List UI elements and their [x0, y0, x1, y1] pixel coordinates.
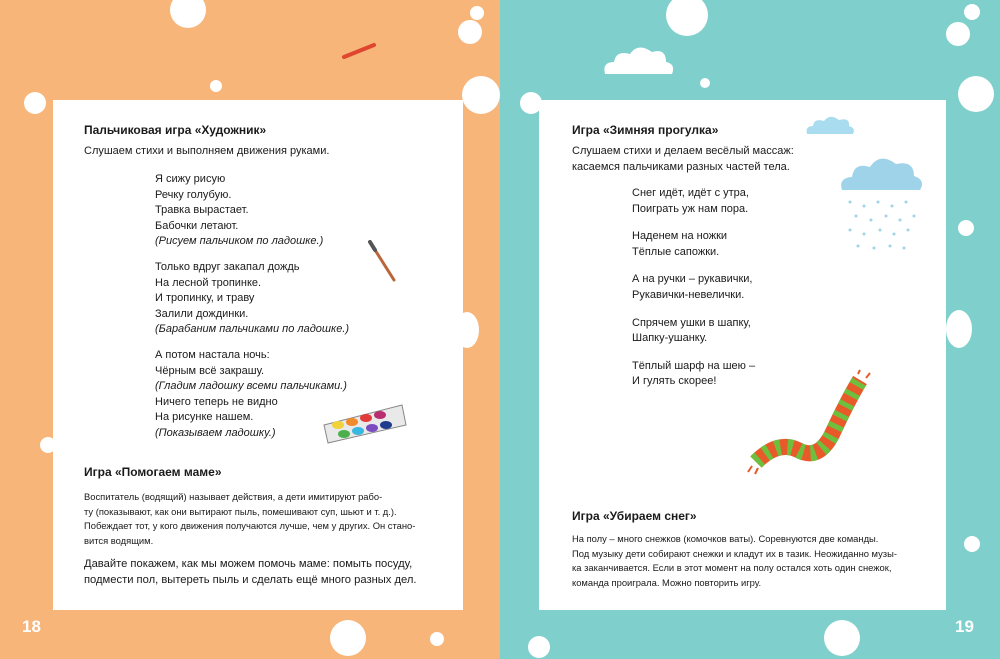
- game-rules: [84, 490, 415, 548]
- verse-line: Тёплый шарф на шею –: [632, 359, 756, 372]
- decor-dot: [210, 80, 222, 92]
- verse-line: Чёрным всё закрашу.: [155, 364, 265, 377]
- section-title-artist: Пальчиковая игра «Художник»: [84, 123, 267, 137]
- snow-cloud-icon: [838, 150, 928, 260]
- text-line: Давайте покажем, как мы можем помочь маме: помыть посуду,: [84, 558, 413, 570]
- decor-dot: [666, 0, 708, 36]
- verse-line: Наденем на ножки: [632, 230, 728, 243]
- section-title-clear-snow: Игра «Убираем снег»: [572, 509, 697, 523]
- verse-line: На рисунке нашем.: [155, 411, 254, 424]
- verse-instruction: (Барабаним пальчиками по ладошке.): [155, 323, 350, 336]
- verse-line: Снег идёт, идёт с утра,: [632, 187, 749, 199]
- verse-line: Шапку-ушанку.: [632, 332, 708, 345]
- section-intro: Слушаем стихи и выполняем движения руками.: [84, 145, 330, 157]
- rules-line: Побеждает тот, у кого движения получаются лучше, чем у других. Он стано-: [84, 520, 416, 532]
- intro-line: касаемся пальчиками разных частей тела.: [572, 160, 790, 173]
- decor-dot: [964, 4, 980, 20]
- text-line: подмести пол, вытереть пыль и сделать ещё много разных дел.: [84, 574, 417, 586]
- verse-line: А потом настала ночь:: [155, 348, 270, 361]
- verse-winter: [632, 186, 755, 390]
- decor-dot: [330, 620, 366, 656]
- verse-line: Залили дождинки.: [155, 307, 249, 320]
- decor-dot: [170, 0, 206, 28]
- decor-dot: [946, 310, 972, 348]
- scarf-icon: [748, 370, 878, 474]
- decor-dot: [528, 636, 550, 658]
- verse-line: Бабочки летают.: [155, 219, 239, 232]
- verse-line: Ничего теперь не видно: [155, 395, 278, 408]
- rules-line: команда проиграла. Можно повторить игру.: [572, 576, 762, 588]
- verse-line: На лесной тропинке.: [155, 276, 262, 289]
- paintbrush-icon: [366, 238, 400, 284]
- verse-line: Поиграть уж нам пора.: [632, 202, 749, 215]
- section-title-winter-walk: Игра «Зимняя прогулка»: [572, 123, 719, 137]
- help-mom-text: [84, 556, 417, 588]
- intro-line: Слушаем стихи и делаем весёлый массаж:: [572, 145, 794, 157]
- decor-dot: [964, 536, 980, 552]
- decor-dot: [958, 220, 974, 236]
- section-intro: [572, 144, 794, 175]
- verse-line: Травка вырастает.: [155, 204, 249, 217]
- decor-dot: [430, 632, 444, 646]
- decor-dot: [958, 76, 994, 112]
- verse-line: Только вдруг закапал дождь: [155, 260, 300, 273]
- verse-line: А на ручки – рукавички,: [632, 273, 753, 286]
- verse-line: Спрячем ушки в шапку,: [632, 316, 751, 329]
- decor-dot: [24, 92, 46, 114]
- cloud-icon: [804, 112, 856, 138]
- verse-line: И тропинку, и траву: [155, 292, 255, 305]
- page-number-right: 19: [955, 617, 974, 636]
- paint-palette-icon: [322, 403, 408, 445]
- rules-line: Воспитатель (водящий) называет действия, а дети имитируют рабо-: [84, 491, 383, 502]
- decor-dot: [824, 620, 860, 656]
- page-number-left: 18: [22, 617, 41, 636]
- verse-instruction: (Показываем ладошку.): [155, 426, 276, 439]
- game-rules: [572, 532, 897, 590]
- rules-line: ка заканчивается. Если в этот момент на полу остался хоть один снежок,: [572, 562, 892, 574]
- verse-line: Я сижу рисую: [155, 173, 226, 185]
- decor-dot: [946, 22, 970, 46]
- verse-instruction: (Гладим ладошку всеми пальчиками.): [155, 380, 347, 393]
- verse-instruction: (Рисуем пальчиком по ладошке.): [155, 235, 324, 248]
- rules-line: ту (показывают, как они вытирают пыль, помешивают суп, шьют и т. д.).: [84, 505, 397, 517]
- verse-line: Тёплые сапожки.: [632, 245, 720, 258]
- decor-dot: [458, 20, 482, 44]
- crayon-icon: [342, 42, 378, 60]
- decor-dot: [700, 78, 710, 88]
- rules-line: Под музыку дети собирают снежки и кладут их в тазик. Неожиданно музы-: [572, 547, 897, 559]
- section-title-help-mom: Игра «Помогаем маме»: [84, 465, 222, 479]
- cloud-icon: [600, 40, 680, 80]
- verse-artist: [155, 172, 349, 442]
- verse-line: И гулять скорее!: [632, 375, 717, 388]
- verse-line: Рукавички-невелички.: [632, 288, 745, 301]
- decor-dot: [470, 6, 484, 20]
- rules-line: На полу – много снежков (комочков ваты). Соревнуются две команды.: [572, 533, 879, 544]
- rules-line: вится водящим.: [84, 534, 154, 546]
- decor-dot: [462, 76, 500, 114]
- verse-line: Речку голубую.: [155, 188, 232, 201]
